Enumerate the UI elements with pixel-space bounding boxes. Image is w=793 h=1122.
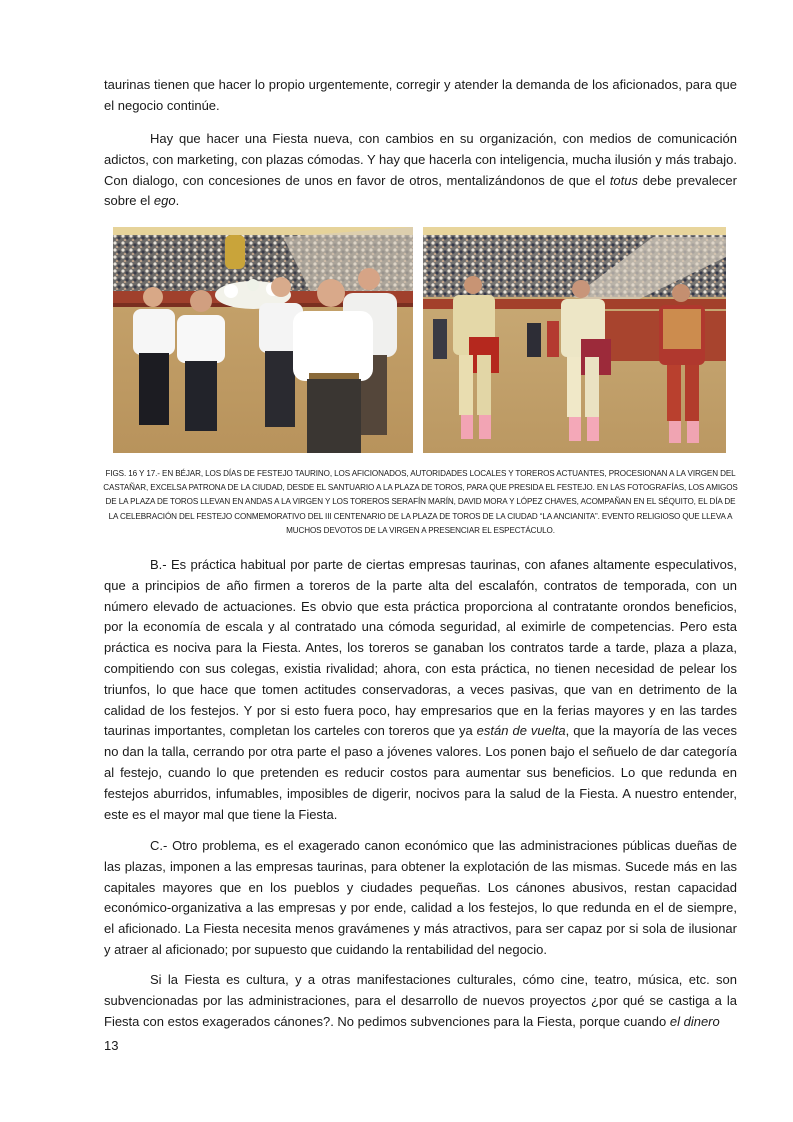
paragraph-last — [104, 970, 737, 1032]
paragraph-text: . — [175, 193, 180, 209]
paragraph-c: C.- Otro problema, es el exagerado canon económico que las administraciones públicas dueñas de las plazas, imponen a las empresas taurinas, para obtener la explotación de las mismas. Sucede más en las capitales mayores que en los pueblos y ciudades pequeñas. Los cánones abusivos, restan capacidad económico-organizativa a las empresas y por ende, calidad a los festejos, lo que redunda en el de siempre, el aficionado. La Fiesta necesita menos gravámenes y más atractivos, para ser capaz por si sola de ilusionar y atraer al aficionado; por supuesto que cuidando la rentabilidad del negocio. — [104, 838, 737, 957]
intro-paragraph: taurinas tienen que hacer lo propio urgentemente, corregir y atender la demanda de los aficionados, para que el negocio continúe. — [104, 77, 737, 113]
paragraph-text: , que la mayoría de las veces no dan la talla, cerrando por otra parte el paso a jóvenes valores. Los ponen bajo el señuelo de dar categoría al festejo, cuando lo que pretenden es reducir costos para aumentar sus beneficios. Lo que redunda en festejos aburridos, infumables, imposibles de digerir, nocivos para la salud de la Fiesta. A nuestro entender, este es el mayor mal que tiene la Fiesta. — [104, 723, 737, 822]
paragraph-text: Hay que hacer una Fiesta nueva, con cambios en su organización, con medios de comunicación adictos, con marketing, con plazas cómodas. Y hay que hacerla con inteligencia, mucha ilusión y más trabajo. Con dialogo, con concesiones de unos en favor de otros, mentalizándonos de que el — [104, 131, 737, 188]
paragraph-text: B.- Es práctica habitual por parte de ciertas empresas taurinas, con afanes altamente especulativos, que a principios de año firmen a toreros de la parte alta del escalafón, contratos de temporada, con un número elevado de actuaciones. Es obvio que esta práctica proporciona al contratante orondos beneficios, por la economía de escala y al contratado una cómoda seguridad, al eximirle de competencias. Pero esta práctica es nociva para la Fiesta. Antes, los toreros se ganaban los contratos tarde a tarde, plaza a plaza, compitiendo con sus colegas, existia rivalidad; ahora, con esta práctica, no tienen necesidad de pelear los triunfos, lo que hace que tomen actitudes conservadoras, a veces pasivas, que van en detrimento de la calidad de los festejos. Y por si esto fuera poco, hay empresarios que en la ferias mayores y en las tardes taurinas importantes, completan los carteles con toreros que ya — [104, 557, 737, 739]
italic-word-totus: totus — [609, 172, 638, 188]
paragraph-text: Si la Fiesta es cultura, y a otras manifestaciones culturales, cómo cine, teatro, música, etc. son subvencionadas por las administraciones, para el desarrollo de nuevos proyectos ¿por qué se castiga a la Fiesta con estos exagerados cánones?. No pedimos subvenciones para la Fiesta, porque cuando — [104, 972, 737, 1029]
photo-toreros-paseillo — [423, 227, 726, 453]
italic-word-ego: ego — [153, 193, 176, 209]
paragraph-fiesta-nueva — [104, 129, 737, 212]
photo-procession-virgin — [113, 227, 413, 453]
page-number: 13 — [104, 1038, 119, 1053]
figure-caption: FIGS. 16 Y 17.- EN BÉJAR, LOS DÍAS DE FESTEJO TAURINO, LOS AFICIONADOS, AUTORIDADES LOCALES Y TOREROS ACTUANTES, PROCESIONAN A LA VIRGEN DEL CASTAÑAR, EXCELSA PATRONA DE LA CIUDAD, DESDE EL SANTUARIO A LA PLAZA DE TOROS, PARA QUE PRESIDA EL FESTEJO. EN LAS FOTOGRAFÍAS, LOS AMIGOS DE LA PLAZA DE TOROS LLEVAN EN ANDAS A LA VIRGEN Y LOS TOREROS SERAFÍN MARÍN, DAVID MORA Y LÓPEZ CHAVES, ACOMPAÑAN EN EL SÉQUITO, EL DÍA DE LA CELEBRACIÓN DEL FESTEJO CONMEMORATIVO DEL III CENTENARIO DE LA PLAZA DE TOROS DE LA CIUDAD “LA ANCIANITA”. EVENTO RELIGIOSO QUE LLEVA A MUCHOS DEVOTOS DE LA VIRGEN A PRESENCIAR EL ESPECTÁCULO. — [103, 469, 738, 535]
paragraph-text: debe prevalecer sobre el — [104, 172, 737, 209]
italic-phrase: el dinero — [669, 1013, 720, 1029]
italic-phrase: están de vuelta — [476, 723, 566, 739]
paragraph-b — [104, 555, 737, 825]
